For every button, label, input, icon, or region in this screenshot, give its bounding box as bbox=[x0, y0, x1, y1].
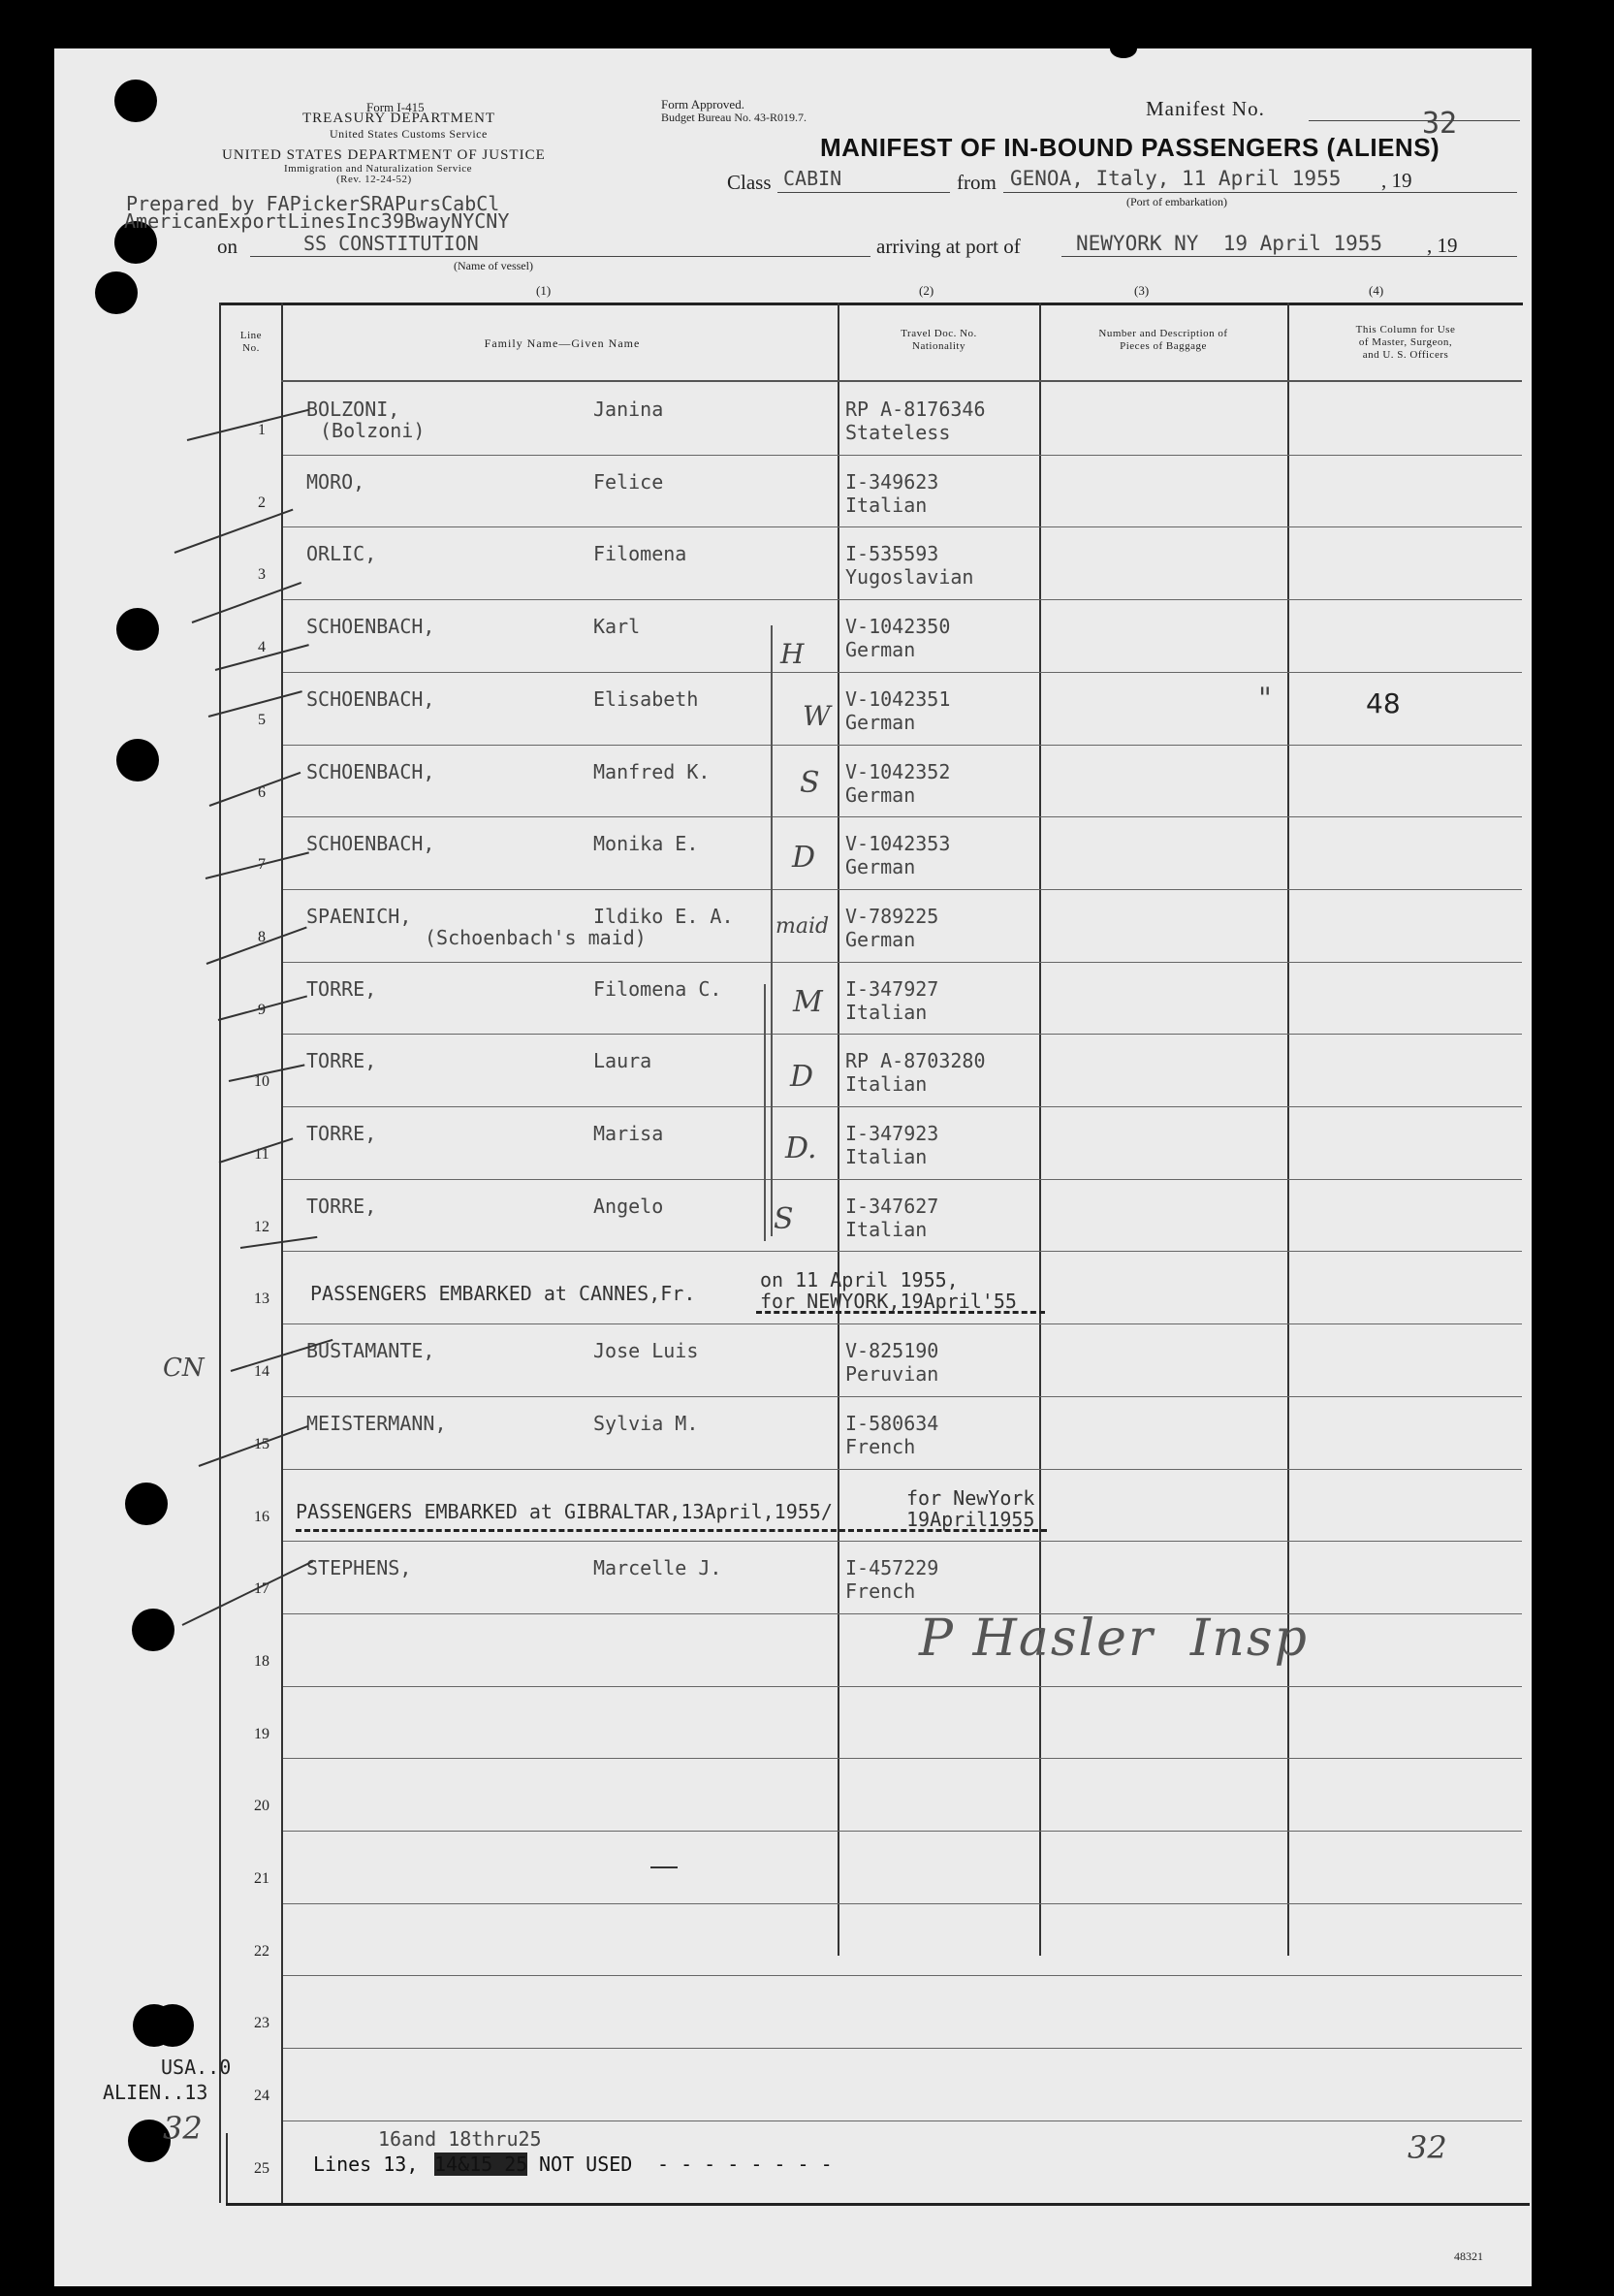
row-rule bbox=[283, 1106, 1522, 1107]
line-number: 5 bbox=[258, 712, 266, 728]
left-page-number: 32 bbox=[163, 2110, 203, 2147]
treasury-department: TREASURY DEPARTMENT bbox=[302, 111, 496, 126]
struck-lines: 14&15 25 bbox=[434, 2152, 528, 2176]
passenger-family-name: MEISTERMANN, bbox=[306, 1412, 447, 1435]
relation-mark: D bbox=[792, 841, 816, 875]
passenger-nationality: Italian bbox=[845, 1001, 928, 1024]
passenger-nationality: French bbox=[845, 1435, 916, 1458]
from-label: from bbox=[957, 171, 997, 194]
row-rule bbox=[283, 1686, 1522, 1687]
passenger-nationality: Stateless bbox=[845, 421, 951, 444]
header-no-label: No. bbox=[242, 342, 260, 354]
line-number: 15 bbox=[254, 1436, 269, 1452]
column-number-1: (1) bbox=[536, 283, 552, 298]
travel-document-number: I-347627 bbox=[845, 1195, 939, 1218]
row-rule bbox=[283, 1975, 1522, 1976]
lines-used-note: 16and 18thru25 bbox=[378, 2127, 542, 2151]
customs-service: United States Customs Service bbox=[330, 127, 488, 141]
passenger-alias: (Schoenbach's maid) bbox=[425, 926, 647, 949]
lines-not-used-label: Lines 13, bbox=[313, 2152, 419, 2176]
not-used-label: NOT USED bbox=[539, 2152, 633, 2176]
row-rule bbox=[283, 889, 1522, 890]
passenger-given-name: Karl bbox=[593, 615, 641, 638]
row-rule bbox=[283, 1613, 1522, 1614]
row-rule bbox=[283, 816, 1522, 817]
header-baggage bbox=[1041, 328, 1285, 353]
header-baggage-label-2: Pieces of Baggage bbox=[1120, 340, 1207, 352]
relation-mark: D bbox=[790, 1060, 814, 1094]
passenger-family-name: SCHOENBACH, bbox=[306, 832, 435, 855]
line-number: 11 bbox=[254, 1146, 269, 1163]
passenger-nationality: French bbox=[845, 1579, 916, 1603]
line-number: 16 bbox=[254, 1509, 269, 1525]
passenger-family-name: STEPHENS, bbox=[306, 1556, 412, 1579]
row-rule bbox=[283, 1541, 1522, 1542]
line-number: 14 bbox=[254, 1363, 269, 1380]
header-nationality-label: Nationality bbox=[912, 340, 965, 352]
line-number: 19 bbox=[254, 1726, 269, 1742]
prepared-by: Prepared by FAPickerSRAPursCabCl bbox=[126, 192, 500, 215]
line-number: 10 bbox=[254, 1073, 269, 1090]
on-label: on bbox=[217, 235, 237, 258]
header-name: Family Name—Given Name bbox=[484, 336, 641, 350]
passenger-nationality: German bbox=[845, 928, 916, 951]
travel-document-number: I-457229 bbox=[845, 1556, 939, 1579]
header-line-no bbox=[223, 330, 279, 355]
class-value: CABIN bbox=[783, 167, 842, 190]
from-value: GENOA, Italy, 11 April 1955 bbox=[1010, 167, 1342, 190]
passenger-nationality: Italian bbox=[845, 1218, 928, 1241]
row-rule bbox=[283, 1251, 1522, 1252]
line-number: 8 bbox=[258, 929, 266, 945]
travel-document-number: V-825190 bbox=[845, 1339, 939, 1362]
embarkation-destination: 19April1955 bbox=[906, 1508, 1035, 1531]
passenger-family-name: SCHOENBACH, bbox=[306, 615, 435, 638]
class-label: Class bbox=[727, 171, 772, 194]
catalog-number: 48321 bbox=[1454, 2249, 1483, 2263]
travel-document-number: I-580634 bbox=[845, 1412, 939, 1435]
row-rule bbox=[283, 1179, 1522, 1180]
manifest-no-value: 32 bbox=[1422, 107, 1458, 141]
passenger-nationality: Italian bbox=[845, 1145, 928, 1168]
passenger-given-name: Manfred K. bbox=[593, 760, 711, 783]
arriving-label: arriving at port of bbox=[876, 235, 1021, 258]
passenger-given-name: Filomena bbox=[593, 542, 687, 565]
row-rule bbox=[283, 962, 1522, 963]
line-number: 13 bbox=[254, 1291, 269, 1307]
relation-mark: D. bbox=[785, 1132, 817, 1165]
passenger-given-name: Monika E. bbox=[593, 832, 699, 855]
relation-mark: S bbox=[800, 766, 820, 800]
form-approved: Form Approved. bbox=[661, 97, 744, 112]
column-number-4: (4) bbox=[1369, 283, 1384, 298]
manifest-no-label: Manifest No. bbox=[1146, 97, 1265, 120]
travel-document-number: I-349623 bbox=[845, 470, 939, 494]
passenger-nationality: German bbox=[845, 638, 916, 661]
passenger-given-name: Angelo bbox=[593, 1195, 664, 1218]
row-rule bbox=[283, 1831, 1522, 1832]
baggage-mark: " bbox=[1258, 682, 1272, 716]
officer-number: 48 bbox=[1366, 687, 1401, 719]
line-number: 7 bbox=[258, 856, 266, 873]
line-number: 21 bbox=[254, 1870, 269, 1887]
travel-document-number: V-1042351 bbox=[845, 687, 951, 711]
passenger-family-name: SCHOENBACH, bbox=[306, 760, 435, 783]
passenger-nationality: German bbox=[845, 855, 916, 878]
row-rule bbox=[283, 1903, 1522, 1904]
arriving-suffix: , 19 bbox=[1427, 234, 1458, 257]
passenger-family-name: ORLIC, bbox=[306, 542, 377, 565]
budget-bureau: Budget Bureau No. 43-R019.7. bbox=[661, 111, 807, 124]
embarkation-destination: for NEWYORK,19April'55 bbox=[760, 1290, 1017, 1313]
passenger-given-name: Filomena C. bbox=[593, 977, 722, 1001]
passenger-given-name: Sylvia M. bbox=[593, 1412, 699, 1435]
form-number: Form I-415 bbox=[366, 100, 425, 114]
passenger-given-name: Elisabeth bbox=[593, 687, 699, 711]
relation-mark: maid bbox=[775, 914, 830, 939]
row-rule bbox=[283, 599, 1522, 600]
passenger-family-name: TORRE, bbox=[306, 1049, 377, 1072]
relation-mark: W bbox=[803, 700, 831, 732]
line-number: 23 bbox=[254, 2015, 269, 2031]
passenger-nationality: Peruvian bbox=[845, 1362, 939, 1386]
header-travel-doc bbox=[839, 328, 1038, 353]
binder-hole bbox=[116, 739, 159, 781]
passenger-family-name: BOLZONI, bbox=[306, 398, 400, 421]
passenger-given-name: Janina bbox=[593, 398, 664, 421]
passenger-family-name: TORRE, bbox=[306, 1195, 377, 1218]
line-number: 20 bbox=[254, 1798, 269, 1814]
line-company: AmericanExportLinesInc39BwayNYCNY bbox=[124, 209, 510, 233]
passenger-family-name: BUSTAMANTE, bbox=[306, 1339, 435, 1362]
travel-document-number: V-1042352 bbox=[845, 760, 951, 783]
embarkation-date: for NewYork bbox=[906, 1486, 1035, 1510]
alien-count: ALIEN..13 bbox=[103, 2081, 208, 2104]
line-number: 6 bbox=[258, 784, 266, 801]
row-rule bbox=[283, 1758, 1522, 1759]
row-rule bbox=[283, 1396, 1522, 1397]
header-line-label: Line bbox=[239, 330, 263, 341]
line-number: 12 bbox=[254, 1219, 269, 1235]
relation-mark: H bbox=[780, 638, 805, 670]
justice-department: UNITED STATES DEPARTMENT OF JUSTICE bbox=[222, 147, 546, 163]
embarkation-note: PASSENGERS EMBARKED at CANNES,Fr. bbox=[310, 1282, 696, 1305]
passenger-given-name: Marisa bbox=[593, 1122, 664, 1145]
usa-count: USA..0 bbox=[161, 2056, 232, 2079]
passenger-nationality: German bbox=[845, 711, 916, 734]
passenger-family-name: SPAENICH, bbox=[306, 905, 412, 928]
header-officers-label-3: and U. S. Officers bbox=[1362, 349, 1449, 361]
line-number: 25 bbox=[254, 2160, 269, 2177]
line-number: 3 bbox=[258, 566, 266, 583]
row-rule bbox=[283, 1323, 1522, 1324]
passenger-family-name: TORRE, bbox=[306, 977, 377, 1001]
line-number: 24 bbox=[254, 2088, 269, 2104]
passenger-nationality: Italian bbox=[845, 494, 928, 517]
passenger-nationality: German bbox=[845, 783, 916, 807]
line-number: 9 bbox=[258, 1002, 266, 1018]
line-number: 1 bbox=[258, 422, 266, 438]
column-number-3: (3) bbox=[1134, 283, 1150, 298]
embarkation-date: on 11 April 1955, bbox=[760, 1268, 959, 1292]
passenger-given-name: Felice bbox=[593, 470, 664, 494]
travel-document-number: I-347923 bbox=[845, 1122, 939, 1145]
embarkation-note: PASSENGERS EMBARKED at GIBRALTAR,13April,1955/ bbox=[296, 1500, 833, 1523]
row-rule bbox=[283, 672, 1522, 673]
ink-blot bbox=[1110, 39, 1137, 58]
header-travel-doc-label: Travel Doc. No. bbox=[901, 328, 977, 339]
column-number-2: (2) bbox=[919, 283, 934, 298]
line-number: 22 bbox=[254, 1943, 269, 1960]
row-rule bbox=[283, 526, 1522, 527]
passenger-nationality: Yugoslavian bbox=[845, 565, 974, 589]
dashed-separator bbox=[756, 1311, 1045, 1314]
binder-hole bbox=[132, 1609, 174, 1651]
binder-hole bbox=[116, 608, 159, 651]
row-rule bbox=[283, 1469, 1522, 1470]
passenger-given-name: Laura bbox=[593, 1049, 652, 1072]
inspector-signature: P Hasler Insp bbox=[919, 1610, 1309, 1668]
relation-mark: S bbox=[774, 1202, 794, 1236]
travel-document-number: V-1042353 bbox=[845, 832, 951, 855]
travel-document-number: I-347927 bbox=[845, 977, 939, 1001]
passenger-given-name: Marcelle J. bbox=[593, 1556, 722, 1579]
passenger-family-name: TORRE, bbox=[306, 1122, 377, 1145]
travel-document-number: RP A-8703280 bbox=[845, 1049, 986, 1072]
binder-hole bbox=[151, 2004, 194, 2047]
line-number: 18 bbox=[254, 1653, 269, 1670]
row-rule bbox=[283, 745, 1522, 746]
line-number: 17 bbox=[254, 1580, 269, 1597]
passenger-given-name: Ildiko E. A. bbox=[593, 905, 734, 928]
line-number: 2 bbox=[258, 494, 266, 511]
not-used-dashes: - - - - - - - - bbox=[657, 2152, 833, 2176]
header-officers-label-2: of Master, Surgeon, bbox=[1358, 336, 1453, 348]
line-number: 4 bbox=[258, 639, 266, 655]
travel-document-number: RP A-8176346 bbox=[845, 398, 986, 421]
bottom-page-number: 32 bbox=[1408, 2129, 1447, 2166]
travel-document-number: V-1042350 bbox=[845, 615, 951, 638]
vessel-note: (Name of vessel) bbox=[454, 259, 533, 272]
revision-date: (Rev. 12-24-52) bbox=[336, 174, 412, 185]
header-officers bbox=[1289, 324, 1522, 362]
passenger-alias: (Bolzoni) bbox=[320, 419, 426, 442]
immigration-service: Immigration and Naturalization Service bbox=[284, 163, 473, 175]
binder-hole bbox=[95, 271, 138, 314]
vessel-value: SS CONSTITUTION bbox=[303, 232, 479, 255]
relation-mark: M bbox=[793, 985, 823, 1019]
passenger-family-name: SCHOENBACH, bbox=[306, 687, 435, 711]
row-rule bbox=[283, 2048, 1522, 2049]
header-baggage-label: Number and Description of bbox=[1098, 328, 1228, 339]
year-suffix: , 19 bbox=[1381, 169, 1412, 192]
header-officers-label: This Column for Use bbox=[1355, 324, 1456, 335]
travel-document-number: I-535593 bbox=[845, 542, 939, 565]
margin-mark: CN bbox=[163, 1354, 205, 1383]
dashed-separator bbox=[296, 1529, 1047, 1532]
page-title: MANIFEST OF IN-BOUND PASSENGERS (ALIENS) bbox=[820, 133, 1440, 162]
port-embarkation-note: (Port of embarkation) bbox=[1126, 195, 1227, 208]
arriving-value: NEWYORK NY 19 April 1955 bbox=[1076, 232, 1383, 255]
travel-document-number: V-789225 bbox=[845, 905, 939, 928]
passenger-family-name: MORO, bbox=[306, 470, 365, 494]
row-rule bbox=[283, 455, 1522, 456]
passenger-given-name: Jose Luis bbox=[593, 1339, 699, 1362]
row-rule bbox=[283, 1034, 1522, 1035]
binder-hole bbox=[125, 1483, 168, 1525]
binder-hole bbox=[114, 80, 157, 122]
passenger-nationality: Italian bbox=[845, 1072, 928, 1096]
